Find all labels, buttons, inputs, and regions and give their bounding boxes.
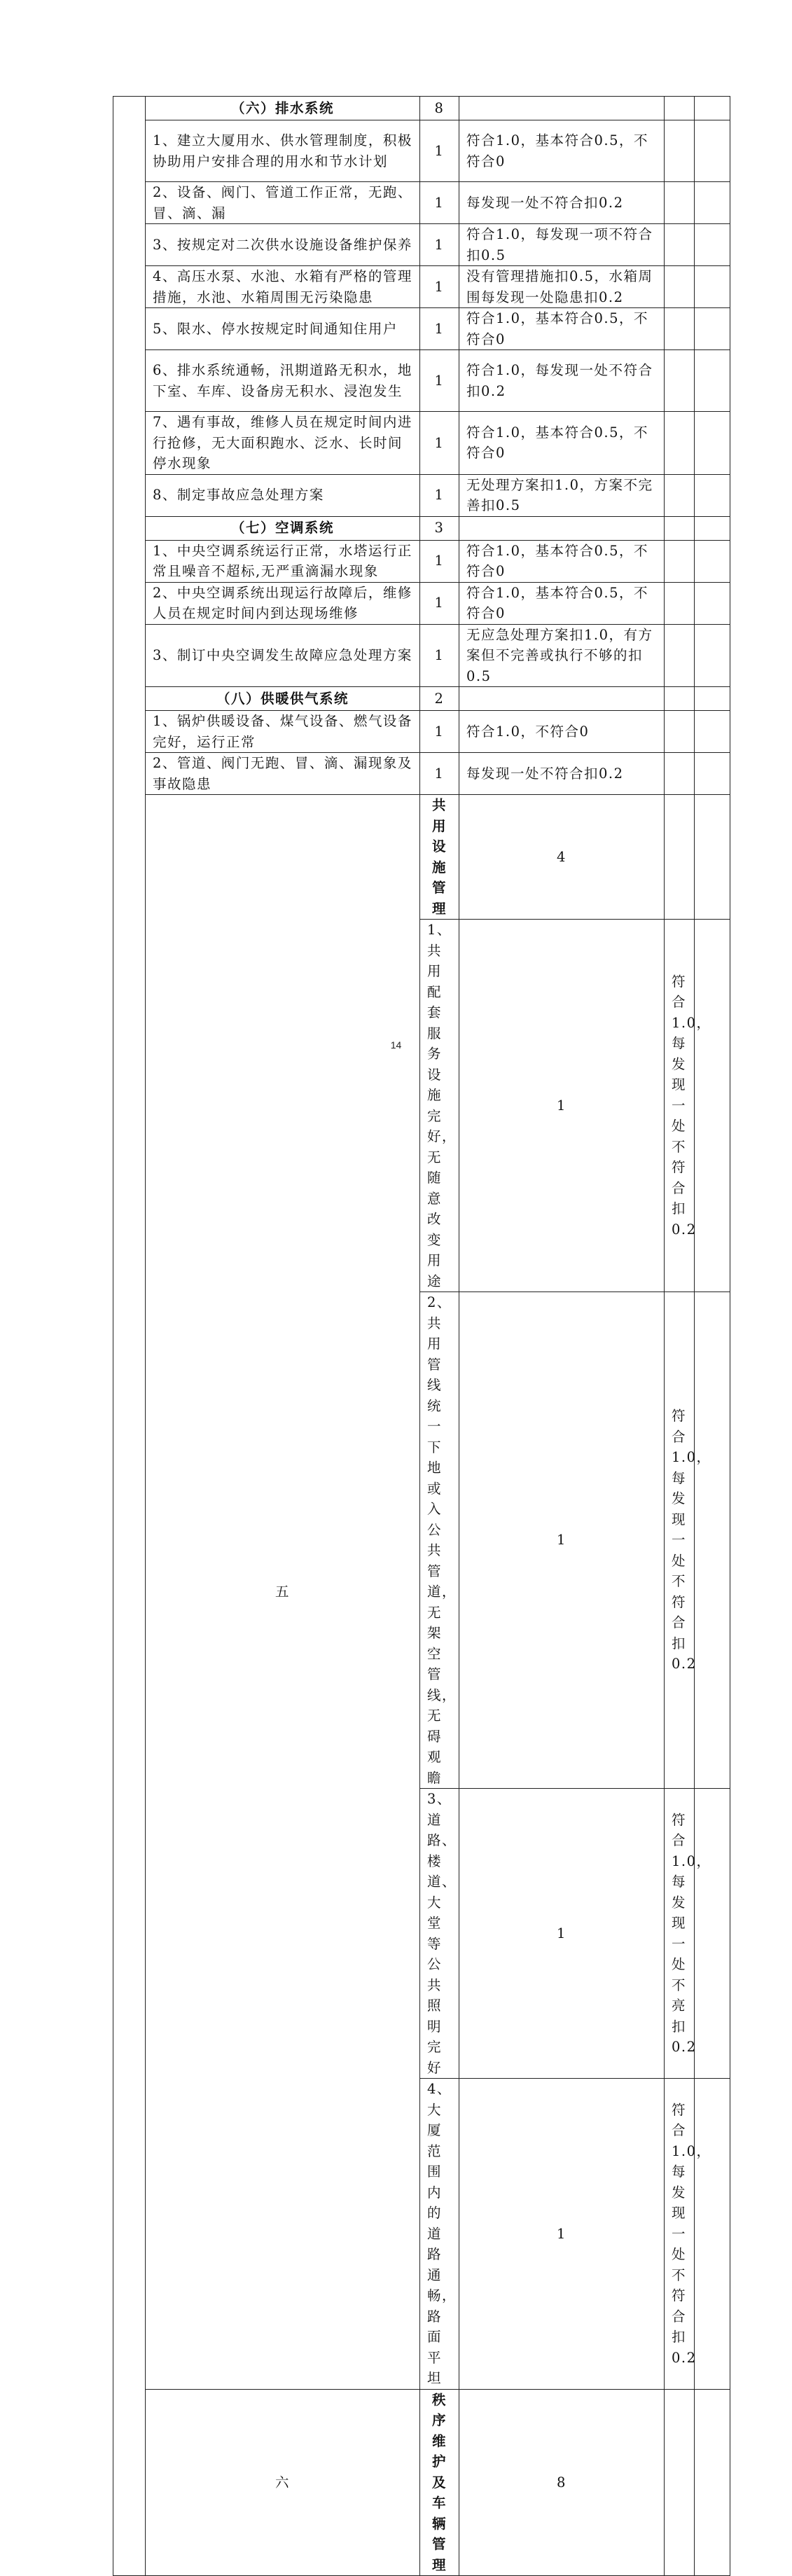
- score-cell: [665, 224, 695, 266]
- item-points: 1: [459, 1789, 665, 2079]
- score-cell: [695, 795, 730, 920]
- remark-cell: [695, 753, 730, 795]
- item-points: 1: [420, 582, 459, 624]
- table-row: [113, 308, 730, 350]
- remark-cell: [695, 474, 730, 516]
- item-text: 3、按规定对二次供水设施设备维护保养: [146, 224, 420, 266]
- score-cell: [665, 266, 695, 308]
- table-row: [113, 474, 730, 516]
- remark-cell: [695, 516, 730, 540]
- table-row: [113, 120, 730, 182]
- section-header-row: [113, 516, 730, 540]
- score-cell: [665, 582, 695, 624]
- item-text: 3、道路、楼道、大堂等公共照明完好: [420, 1789, 459, 2079]
- table-row: [113, 753, 730, 795]
- remark-cell: [695, 582, 730, 624]
- item-points: 1: [420, 412, 459, 475]
- remark-cell: [695, 308, 730, 350]
- section-heading: 秩序维护及车辆管理: [420, 2389, 459, 2576]
- score-cell: [665, 711, 695, 753]
- section-points: 3: [420, 516, 459, 540]
- section-heading: （八）供暖供气系统: [146, 687, 420, 711]
- item-text: 2、共用管线统一下地或入公共管道，无架空管线，无碍观瞻: [420, 1292, 459, 1789]
- table-row: [113, 624, 730, 687]
- item-criteria: 符合1.0，基本符合0.5，不符合0: [459, 308, 665, 350]
- section-number-cell: [113, 97, 146, 2576]
- item-text: 1、中央空调系统运行正常，水塔运行正常且噪音不超标,无严重滴漏水现象: [146, 540, 420, 582]
- table-row: [113, 412, 730, 475]
- table-row: [113, 350, 730, 412]
- item-criteria: 符合1.0，每发现一项不符合扣0.5: [459, 224, 665, 266]
- score-cell: [665, 412, 695, 475]
- remark-cell: [695, 350, 730, 412]
- score-cell: [695, 920, 730, 1292]
- item-criteria: 符合1.0，每发现一处不符合扣0.2: [665, 920, 695, 1292]
- score-cell: [665, 687, 695, 711]
- criteria-cell: [665, 2389, 695, 2576]
- remark-cell: [695, 412, 730, 475]
- remark-cell: [695, 711, 730, 753]
- score-cell: [695, 1789, 730, 2079]
- remark-cell: [695, 224, 730, 266]
- item-points: 1: [459, 920, 665, 1292]
- item-criteria: 每发现一处不符合扣0.2: [459, 753, 665, 795]
- section-header-row: [113, 687, 730, 711]
- item-points: 1: [459, 1292, 665, 1789]
- item-points: 1: [420, 474, 459, 516]
- section-number: 六: [146, 2389, 420, 2576]
- item-text: 4、大厦范围内的道路通畅，路面平坦: [420, 2079, 459, 2390]
- score-cell: [665, 182, 695, 224]
- item-criteria: 符合1.0，每发现一处不符合扣0.2: [665, 1292, 695, 1789]
- section-header-row: [113, 97, 730, 120]
- item-criteria: 符合1.0，基本符合0.5，不符合0: [459, 540, 665, 582]
- section-heading: （七）空调系统: [146, 516, 420, 540]
- table-row: [113, 540, 730, 582]
- section-points: 8: [459, 2389, 665, 2576]
- item-points: 1: [420, 753, 459, 795]
- item-text: 7、遇有事故，维修人员在规定时间内进行抢修，无大面积跑水、泛水、长时间停水现象: [146, 412, 420, 475]
- score-cell: [695, 2389, 730, 2576]
- item-criteria: 符合1.0，不符合0: [459, 711, 665, 753]
- item-points: 1: [420, 224, 459, 266]
- score-cell: [665, 308, 695, 350]
- table-row: [113, 224, 730, 266]
- item-points: 1: [420, 711, 459, 753]
- item-criteria: 符合1.0，基本符合0.5，不符合0: [459, 582, 665, 624]
- item-criteria: 符合1.0，基本符合0.5，不符合0: [459, 120, 665, 182]
- item-text: 5、限水、停水按规定时间通知住用户: [146, 308, 420, 350]
- item-points: 1: [420, 350, 459, 412]
- section-points: 4: [459, 795, 665, 920]
- item-criteria: 没有管理措施扣0.5，水箱周围每发现一处隐患扣0.2: [459, 266, 665, 308]
- item-criteria: 符合1.0，基本符合0.5，不符合0: [459, 412, 665, 475]
- criteria-cell: [665, 795, 695, 920]
- item-text: 1、锅炉供暖设备、煤气设备、燃气设备完好，运行正常: [146, 711, 420, 753]
- section-header-row: [113, 2389, 730, 2576]
- scoring-table: [113, 96, 730, 2576]
- score-cell: [665, 120, 695, 182]
- item-text: 1、建立大厦用水、供水管理制度，积极协助用户安排合理的用水和节水计划: [146, 120, 420, 182]
- table-row: [113, 266, 730, 308]
- section-header-row: [113, 795, 730, 920]
- remark-cell: [695, 624, 730, 687]
- item-text: 6、排水系统通畅，汛期道路无积水，地下室、车库、设备房无积水、浸泡发生: [146, 350, 420, 412]
- item-criteria: 符合1.0，每发现一处不符合扣0.2: [665, 2079, 695, 2390]
- section-points: 8: [420, 97, 459, 120]
- score-cell: [665, 753, 695, 795]
- item-criteria: 符合1.0，每发现一处不符合扣0.2: [459, 350, 665, 412]
- score-cell: [665, 540, 695, 582]
- score-cell: [665, 474, 695, 516]
- score-cell: [665, 350, 695, 412]
- score-cell: [665, 516, 695, 540]
- item-points: 1: [420, 120, 459, 182]
- section-points: 2: [420, 687, 459, 711]
- item-criteria: 每发现一处不符合扣0.2: [459, 182, 665, 224]
- criteria-cell: [459, 516, 665, 540]
- item-points: 1: [420, 266, 459, 308]
- item-points: 1: [420, 308, 459, 350]
- score-cell: [665, 97, 695, 120]
- score-cell: [695, 2079, 730, 2390]
- item-points: 1: [420, 540, 459, 582]
- item-text: 8、制定事故应急处理方案: [146, 474, 420, 516]
- section-heading: （六）排水系统: [146, 97, 420, 120]
- item-text: 2、管道、阀门无跑、冒、滴、漏现象及事故隐患: [146, 753, 420, 795]
- item-criteria: 符合1.0，每发现一处不亮扣0.2: [665, 1789, 695, 2079]
- section-number: 五: [146, 795, 420, 2390]
- item-text: 2、设备、阀门、管道工作正常，无跑、冒、滴、漏: [146, 182, 420, 224]
- item-text: 4、高压水泵、水池、水箱有严格的管理措施，水池、水箱周围无污染隐患: [146, 266, 420, 308]
- item-criteria: 无应急处理方案扣1.0，有方案但不完善或执行不够的扣0.5: [459, 624, 665, 687]
- criteria-cell: [459, 97, 665, 120]
- item-text: 1、共用配套服务设施完好，无随意改变用途: [420, 920, 459, 1292]
- score-cell: [695, 1292, 730, 1789]
- remark-cell: [695, 687, 730, 711]
- score-cell: [665, 624, 695, 687]
- item-points: 1: [459, 2079, 665, 2390]
- table-row: [113, 711, 730, 753]
- page-number: 14: [390, 1039, 402, 1051]
- remark-cell: [695, 540, 730, 582]
- item-text: 3、制订中央空调发生故障应急处理方案: [146, 624, 420, 687]
- item-points: 1: [420, 182, 459, 224]
- remark-cell: [695, 182, 730, 224]
- section-heading: 共用设施管理: [420, 795, 459, 920]
- remark-cell: [695, 120, 730, 182]
- item-criteria: 无处理方案扣1.0，方案不完善扣0.5: [459, 474, 665, 516]
- item-text: 2、中央空调系统出现运行故障后，维修人员在规定时间内到达现场维修: [146, 582, 420, 624]
- remark-cell: [695, 266, 730, 308]
- table-row: [113, 182, 730, 224]
- remark-cell: [695, 97, 730, 120]
- table-row: [113, 582, 730, 624]
- criteria-cell: [459, 687, 665, 711]
- item-points: 1: [420, 624, 459, 687]
